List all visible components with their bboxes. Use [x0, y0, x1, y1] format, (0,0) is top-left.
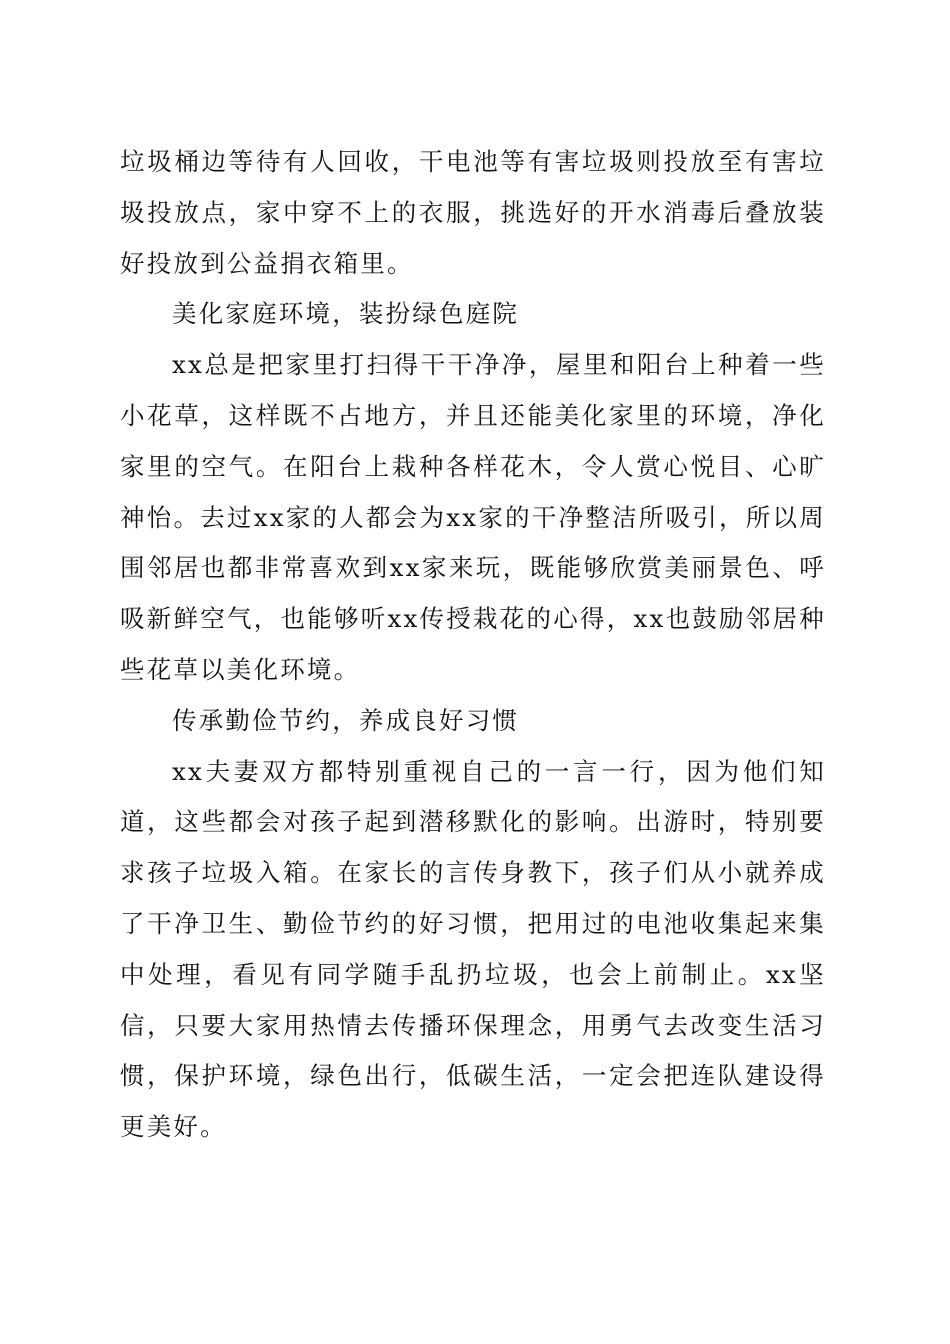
section-heading-thrift: 传承勤俭节约，养成良好习惯 — [172, 705, 520, 735]
document-body — [120, 137, 826, 1153]
paragraph-green-courtyard: xx总是把家里打扫得干干净净，屋里和阳台上种着一些小花草，这样既不占地方，并且还能美化家里的环境，净化家里的空气。在阳台上栽种各样花木，令人赏心悦目、心旷神怡。去过xx家的人都会为xx家的干净整洁所吸引，所以周围邻居也都非常喜欢到xx家来玩，既能够欣赏美丽景色、呼吸新鲜空气，也能够听xx传授栽花的心得，xx也鼓励邻居种些花草以美化环境。 — [120, 350, 826, 684]
paragraph-continuation: 垃圾桶边等待有人回收，干电池等有害垃圾则投放至有害垃圾投放点，家中穿不上的衣服，挑选好的开水消毒后叠放装好投放到公益捐衣箱里。 — [120, 147, 826, 278]
paragraph-thrift: xx夫妻双方都特别重视自己的一言一行，因为他们知道，这些都会对孩子起到潜移默化的影响。出游时，特别要求孩子垃圾入箱。在家长的言传身教下，孩子们从小就养成了干净卫生、勤俭节约的好习惯，把用过的电池收集起来集中处理，看见有同学随手乱扔垃圾，也会上前制止。xx坚信，只要大家用热情去传播环保理念，用勇气去改变生活习惯，保护环境，绿色出行，低碳生活，一定会把连队建设得更美好。 — [120, 756, 826, 1142]
section-heading-green-courtyard: 美化家庭环境，装扮绿色庭院 — [172, 299, 520, 329]
